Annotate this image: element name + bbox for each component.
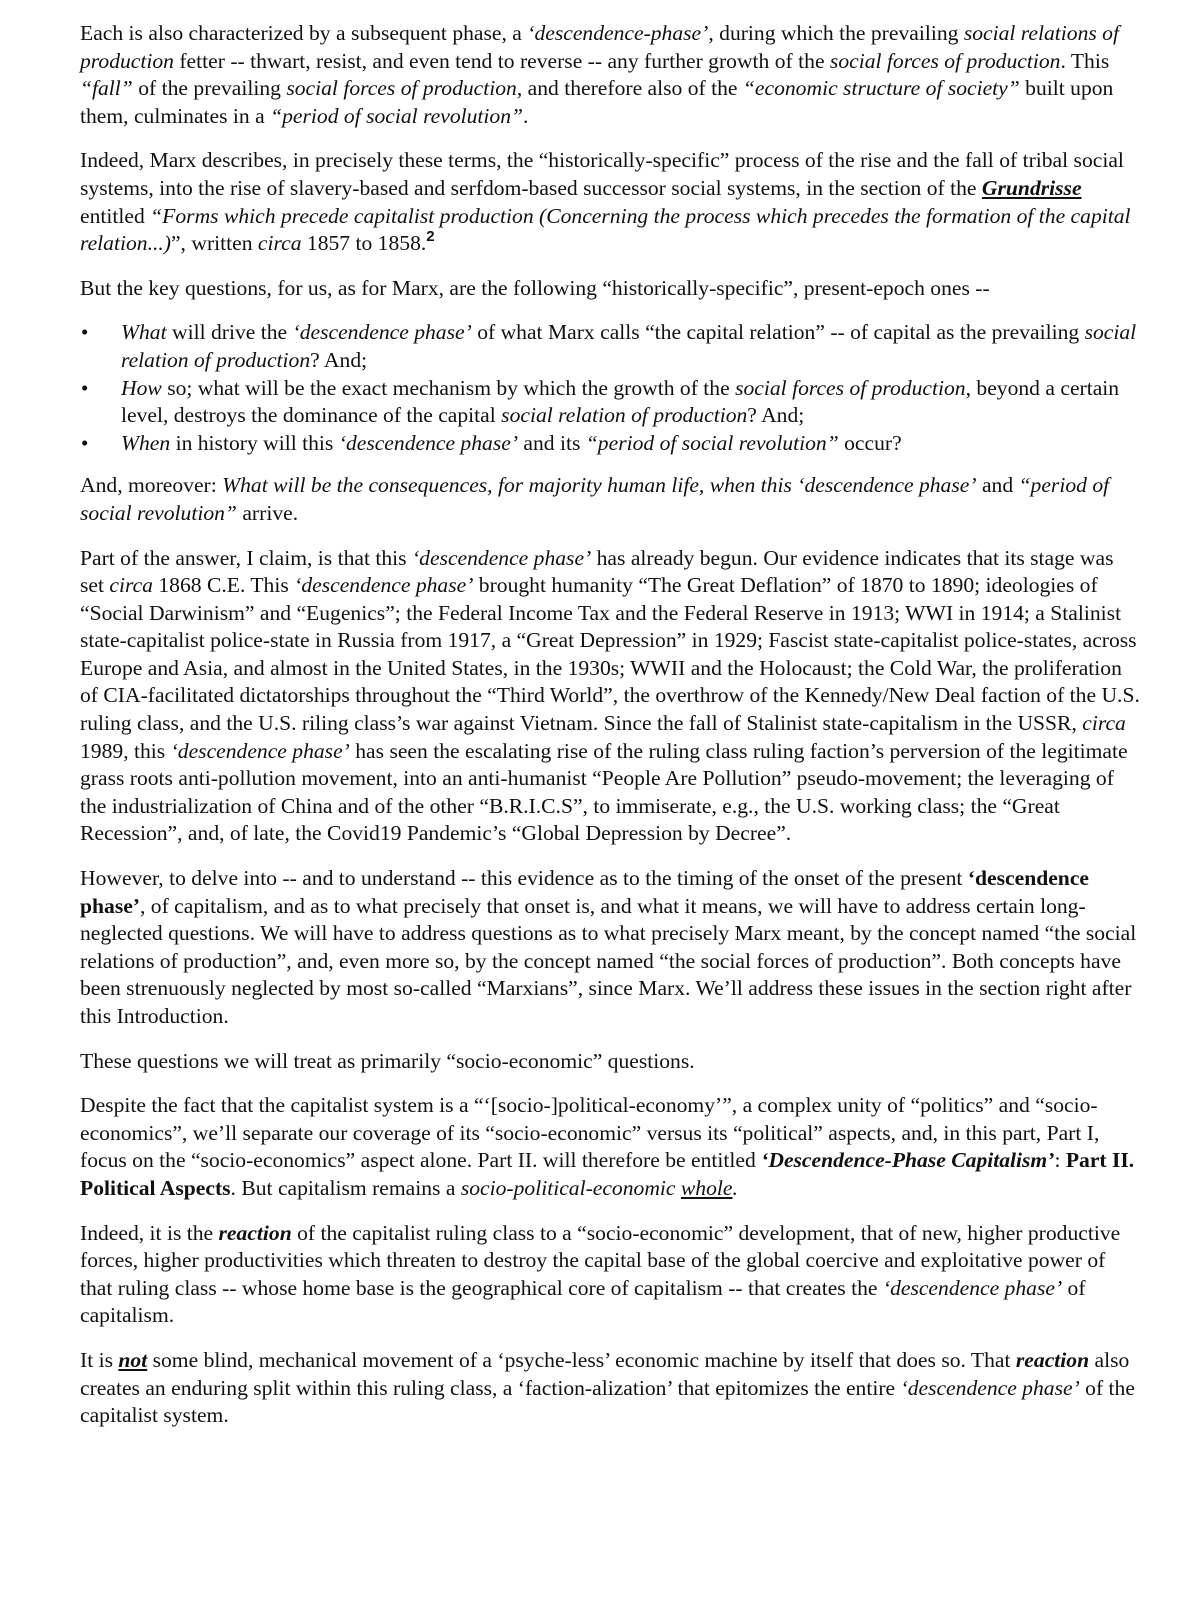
text-span: 1868 C.E. This <box>152 573 295 598</box>
text-span: so; what will be the exact mechanism by which the growth of the <box>161 375 736 400</box>
text-span: , of capitalism, and as to what precisely that onset is, and what it means, we will have to address certain long-neglected questions. We will have to address questions as to what precisely Marx meant, by the concept named “the social relations of production”, and, even more so, by the concept named “the social forces of production”. Both concepts have been strenuously neglected by most so-called “Marxians”, since Marx. We’ll address these issues in the section right after this Introduction. <box>80 893 1137 1028</box>
text-span: socio-political-economic <box>460 1175 681 1200</box>
text-span: not <box>118 1347 148 1372</box>
text-span: These questions we will treat as primarily “socio-economic” questions. <box>80 1048 695 1073</box>
text-span: entitled <box>80 203 151 228</box>
text-span: 1857 to 1858. <box>301 231 427 256</box>
text-span: some blind, mechanical movement of a ‘psyche-less’ economic machine by itself that does so. That <box>147 1347 1016 1372</box>
text-span: brought humanity “The Great Deflation” of 1870 to 1890; ideologies of “Social Darwinism” and “Eugenics”; the Federal Income Tax and the Federal Reserve in 1913; WWI in 1914; a Stalinist state-capitalist police-state in Russia from 1917, a “Great Depression” in 1929; Fascist state-capitalist police-states, across Europe and Asia, and almost in the United States, in the 1930s; WWII and the Holocaust; the Cold War, the proliferation of CIA-facilitated dictatorships throughout the “Third World”, the overthrow of the Kennedy/New Deal faction of the U.S. ruling class, and the U.S. riling class’s war against Vietnam. Since the fall of Stalinist state-capitalism in the USSR, <box>80 573 1140 736</box>
text-span: However, to delve into -- and to understand -- this evidence as to the timing of the onset of the present <box>80 866 968 891</box>
question-list <box>80 319 1142 457</box>
text-span: Despite the fact that the capitalist system is a “‘[socio-]political-economy’”, a complex unity of “politics” and “socio-economics”, we’ll separate our coverage of its “socio-economic” versus its “political” aspects, and, in this part, Part I, focus on the “socio-economics” aspect alone. Part II. will therefore be entitled <box>80 1093 1100 1173</box>
text-span: ‘descendence phase’ <box>170 738 350 763</box>
text-span: and its <box>518 430 586 455</box>
text-span: Part of the answer, I claim, is that this <box>80 545 412 570</box>
text-span: social relation of production <box>121 320 1137 372</box>
text-span: Indeed, Marx describes, in precisely these terms, the “historically-specific” process of the rise and the fall of tribal social systems, into the rise of slavery-based and serfdom-based successor social systems, in the section of the <box>80 148 1124 200</box>
text-span: ? And; <box>310 347 368 372</box>
footnote-ref: 2 <box>426 228 435 246</box>
text-span: ‘descendence-phase’ <box>527 21 709 45</box>
text-span: , beyond a certain level, destroys the dominance of the capital <box>121 375 1120 428</box>
text-span: occur? <box>838 430 902 455</box>
paragraph-p4 <box>80 472 1142 527</box>
text-span: social forces of production <box>286 76 517 101</box>
text-span: “fall” <box>80 76 133 101</box>
text-span: It is <box>80 1347 119 1372</box>
text-span: has already begun. Our evidence indicates that its stage was set <box>80 545 1114 598</box>
text-span: ‘descendence phase’ <box>882 1275 1063 1300</box>
text-span: ‘descendence phase’ <box>338 430 519 455</box>
text-span: When <box>121 430 171 455</box>
paragraph-p5 <box>80 545 1142 849</box>
text-span: has seen the escalating rise of the ruling class ruling faction’s perversion of the legitimate grass roots anti-pollution movement, into an anti-humanist “People Are Pollution” pseudo-movement; the leveraging of the industrialization of China and of the other “B.R.I.C.S”, to immiserate, e.g., the U.S. working class; the “Great Recession”, and, of late, the Covid19 Pandemic’s “Global Depression by Decree”. <box>80 738 1128 846</box>
text-span: 1989, this <box>80 738 171 763</box>
text-span: arrive. <box>236 500 299 525</box>
text-span: And, moreover: <box>80 473 223 498</box>
text-span: reaction <box>1015 1347 1090 1372</box>
text-span: circa <box>1082 711 1126 736</box>
text-span: Grundrisse <box>981 175 1082 200</box>
text-span: What <box>121 320 167 345</box>
text-span: also creates an enduring split within this ruling class, a ‘faction-alization’ that epitomizes the entire <box>80 1347 1130 1400</box>
text-span: “economic structure of society” <box>742 76 1020 101</box>
text-span: , during which the prevailing <box>708 21 964 45</box>
text-span: social forces of production <box>829 48 1061 73</box>
text-span: ‘Descendence-Phase Capitalism’ <box>761 1148 1055 1173</box>
text-span: . But capitalism remains a <box>230 1175 461 1200</box>
paragraph-p2 <box>80 147 1142 257</box>
paragraph-p9 <box>80 1220 1142 1330</box>
paragraph-p1 <box>80 20 1142 130</box>
text-span: ‘descendence phase’ <box>411 545 592 570</box>
text-span: will drive the <box>166 320 293 345</box>
text-span: Indeed, it is the <box>80 1220 219 1245</box>
text-span: ‘descendence phase’ <box>80 866 1089 918</box>
text-span: : <box>1054 1148 1066 1173</box>
text-span: ”, written <box>170 231 258 256</box>
text-span: “Forms which precede capitalist production (Concerning the process which precedes the formation of the capital relation...) <box>80 203 1131 256</box>
text-span: and <box>976 473 1019 498</box>
text-span: “period of social revolution” <box>270 103 524 128</box>
text-span: of capitalism. <box>80 1275 1086 1328</box>
text-span: built upon them, culminates in a <box>80 76 1114 128</box>
text-span: . This <box>1060 48 1110 73</box>
text-span: , and therefore also of the <box>516 76 743 101</box>
text-span: Each is also characterized by a subsequent phase, a <box>80 21 528 45</box>
text-span: “period of social revolution” <box>80 473 1110 525</box>
text-span: . <box>732 1175 738 1200</box>
text-span: But the key questions, for us, as for Marx, are the following “historically-specific”, present-epoch ones -- <box>80 275 990 300</box>
text-span: of the capitalist system. <box>80 1375 1135 1428</box>
question-list-item <box>80 319 1142 374</box>
question-list-item <box>80 375 1142 430</box>
text-span: How <box>121 375 162 400</box>
text-span: social relation of production <box>501 403 748 428</box>
text-span: fetter -- thwart, resist, and even tend to reverse -- any further growth of the <box>173 48 830 73</box>
question-list-item <box>80 430 1142 458</box>
text-span: social forces of production <box>735 375 966 400</box>
paragraph-p6 <box>80 865 1142 1031</box>
document-body <box>80 20 1142 1430</box>
text-span: circa <box>257 231 302 256</box>
text-span: ‘descendence phase’ <box>292 320 472 345</box>
text-span: reaction <box>218 1220 292 1245</box>
paragraph-p7 <box>80 1048 1142 1076</box>
text-span: in history will this <box>170 430 339 455</box>
text-span: ? And; <box>747 403 805 428</box>
text-span: social relations of production <box>80 21 1119 73</box>
text-span: . <box>523 103 529 128</box>
text-span: “period of social revolution” <box>585 430 839 455</box>
text-span: whole <box>680 1175 733 1200</box>
text-span: of the capitalist ruling class to a “socio-economic” development, that of new, higher productive forces, higher productivities which threaten to destroy the capital base of the global coercive and exploitative power of that ruling class -- whose home base is the geographical core of capitalism -- that creates the <box>80 1220 1121 1300</box>
paragraph-p8 <box>80 1092 1142 1202</box>
text-span: ‘descendence phase’ <box>294 573 474 598</box>
text-span: of what Marx calls “the capital relation” -- of capital as the prevailing <box>471 320 1085 345</box>
text-span: ‘descendence phase’ <box>900 1375 1080 1400</box>
text-span: of the prevailing <box>132 76 287 101</box>
text-span: Part II. Political Aspects <box>80 1148 1135 1200</box>
text-span: circa <box>109 573 153 598</box>
paragraph-p10 <box>80 1347 1142 1430</box>
text-span: What will be the consequences, for majority human life, when this ‘descendence phase’ <box>222 473 977 498</box>
paragraph-p3 <box>80 275 1142 303</box>
